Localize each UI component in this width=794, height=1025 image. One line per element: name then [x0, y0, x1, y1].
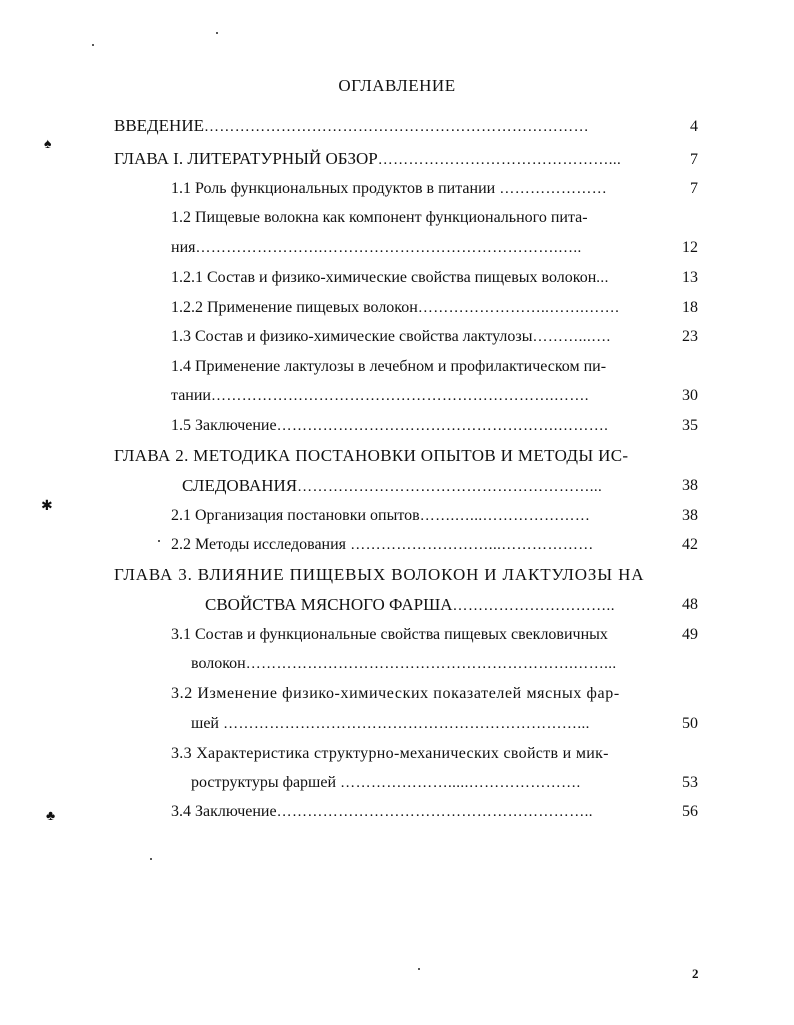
leader-dots: …….…...…………………	[419, 508, 591, 524]
toc-entry-1-4-cont[interactable]: тании………………………………………………………….…….	[171, 387, 589, 404]
leader-dots: ………………………………………………………….…….	[210, 388, 589, 404]
page-ref: 42	[682, 536, 698, 553]
toc-entry-1-2-2[interactable]: 1.2.2 Применение пищевых волокон……………………..…….…….	[171, 299, 620, 316]
leader-dots: ………………………...………………	[346, 537, 594, 553]
leader-dots: …………………….……………………………………….…..	[195, 240, 582, 256]
page-ref: 53	[682, 774, 698, 791]
toc-entry-3-2[interactable]: 3.2 Изменение физико-химических показателей мясных фар-	[171, 685, 620, 702]
toc-entry-1-3[interactable]: 1.3 Состав и физико-химические свойства лактулозы………...….	[171, 328, 611, 345]
scan-speck	[216, 32, 218, 34]
page-ref: 38	[682, 477, 698, 494]
toc-entry-3-2-cont[interactable]: шей ……………………………………………………………...	[191, 715, 590, 732]
leader-dots: …………………………..	[452, 598, 615, 614]
scan-speck	[150, 858, 152, 860]
page-ref: 13	[682, 269, 698, 286]
toc-entry-chapter-3[interactable]: ГЛАВА 3. ВЛИЯНИЕ ПИЩЕВЫХ ВОЛОКОН И ЛАКТУЛОЗЫ НА	[114, 565, 645, 584]
page-ref: 4	[690, 118, 698, 135]
leader-dots: ……………………………………………………………...	[218, 716, 590, 732]
toc-entry-1-4[interactable]: 1.4 Применение лактулозы в лечебном и профилактическом пи-	[171, 358, 607, 375]
page-ref: 35	[682, 417, 698, 434]
toc-entry-1-2-cont[interactable]: ния…………………….……………………………………….…..	[171, 239, 582, 256]
toc-entry-2-2[interactable]: 2.2 Методы исследования ………………………...………………	[171, 536, 594, 553]
toc-title: ОГЛАВЛЕНИЕ	[338, 76, 456, 95]
toc-entry-chapter-3-cont[interactable]: СВОЙСТВА МЯСНОГО ФАРША…………………………..	[205, 595, 615, 614]
leader-dots: ……………………………………………….……….	[276, 418, 609, 434]
page-ref: 49	[682, 626, 698, 643]
page-ref: 7	[690, 180, 698, 197]
scan-speck	[418, 968, 420, 970]
page-ref: 7	[690, 151, 698, 168]
leader-dots: …………………	[495, 181, 608, 197]
toc-entry-chapter-2-cont[interactable]: СЛЕДОВАНИЯ…………………………………………………...	[182, 476, 603, 495]
toc-entry-1-5[interactable]: 1.5 Заключение……………………………………………….……….	[171, 417, 609, 434]
leader-dots: …………………………………………………………………	[203, 119, 589, 135]
page-ref: 23	[682, 328, 698, 345]
toc-entry-3-4[interactable]: 3.4 Заключение……………………………………………………..	[171, 803, 593, 820]
leader-dots: ……………………………………………………..	[276, 804, 593, 820]
leader-dots: ………...….	[532, 329, 611, 345]
scan-speck	[92, 44, 94, 46]
toc-entry-3-1-cont[interactable]: волокон……………………………………………………….……...	[191, 655, 617, 672]
leader-dots: ……………………………………………………….……...	[245, 656, 617, 672]
page-ref: 12	[682, 239, 698, 256]
leader-dots: ……………………..…….…….	[417, 300, 620, 316]
page-number: 2	[692, 966, 699, 981]
scan-artifact: ✱	[41, 499, 53, 514]
leader-dots: …………………………………………………...	[297, 479, 603, 495]
leader-dots: ………………….....………………….	[336, 775, 581, 791]
leader-dots: ...	[596, 270, 609, 286]
toc-entry-3-3[interactable]: 3.3 Характеристика структурно-механических свойств и мик-	[171, 745, 609, 762]
toc-entry-1-2-1[interactable]: 1.2.1 Состав и физико-химические свойства пищевых волокон...	[171, 269, 609, 286]
toc-entry-1-2[interactable]: 1.2 Пищевые волокна как компонент функционального пита-	[171, 209, 588, 226]
page-ref: 48	[682, 596, 698, 613]
page-ref: 18	[682, 299, 698, 316]
scan-artifact: ♠	[44, 137, 52, 152]
page-ref: 56	[682, 803, 698, 820]
page-ref: 50	[682, 715, 698, 732]
toc-entry-chapter-2[interactable]: ГЛАВА 2. МЕТОДИКА ПОСТАНОВКИ ОПЫТОВ И МЕТОДЫ ИС-	[114, 446, 629, 465]
toc-entry-2-1[interactable]: 2.1 Организация постановки опытов…….…...…………………	[171, 507, 591, 524]
leader-dots: ………………………………………...	[377, 152, 622, 168]
toc-entry-3-1[interactable]: 3.1 Состав и функциональные свойства пищевых свекловичных	[171, 626, 608, 643]
toc-entry-3-3-cont[interactable]: роструктуры фаршей ………………….....………………….	[191, 774, 581, 791]
toc-entry-chapter-1[interactable]: ГЛАВА I. ЛИТЕРАТУРНЫЙ ОБЗОР………………………………………...	[114, 149, 622, 168]
scan-speck	[158, 540, 160, 542]
toc-entry-introduction[interactable]: ВВЕДЕНИЕ…………………………………………………………………	[114, 116, 589, 135]
page-ref: 38	[682, 507, 698, 524]
scan-artifact: ♣	[46, 809, 56, 824]
toc-entry-1-1[interactable]: 1.1 Роль функциональных продуктов в питании …………………	[171, 180, 608, 197]
page-ref: 30	[682, 387, 698, 404]
